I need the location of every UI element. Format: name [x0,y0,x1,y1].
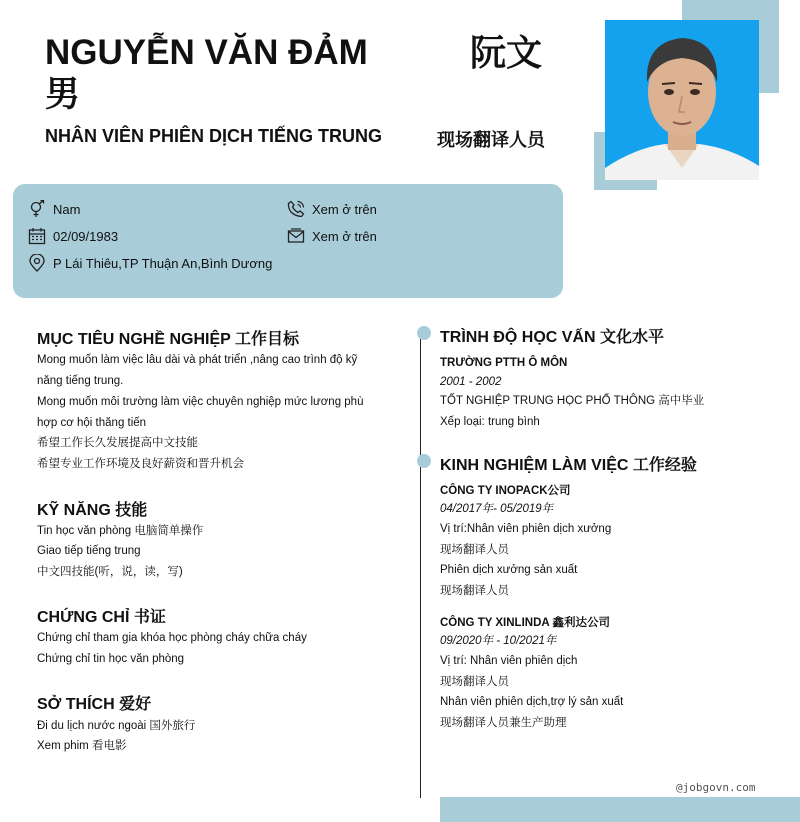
skills-line: Tin học văn phòng 电脑简单操作 [37,525,204,537]
certificates-line: Chứng chỉ tham gia khóa học phòng cháy chữa cháy [37,632,307,644]
gender-value: Nam [53,201,81,217]
career-goal-line: năng tiếng trung. [37,375,124,387]
education-degree: TỐT NGHIỆP TRUNG HỌC PHỔ THÔNG 高中毕业 [440,395,705,407]
calendar-icon [28,227,46,245]
career-goal-line: Mong muốn làm việc lâu dài và phát triển ,nâng cao trình độ kỹ [37,354,358,366]
job-period: 04/2017年- 05/2019年 [440,503,554,515]
phone-value: Xem ở trên [312,201,377,217]
hobbies-line: Đi du lịch nước ngoài 国外旅行 [37,720,196,732]
job-line: 现场翻译人员 [440,585,509,597]
phone-icon [287,200,305,218]
job-line: 现场翻译人员兼生产助理 [440,717,567,729]
job-line: 现场翻译人员 [440,676,509,688]
info-email [287,227,377,245]
education-period: 2001 - 2002 [440,376,502,388]
job-line: 现场翻译人员 [440,544,509,556]
education-school: TRƯỜNG PTTH Ô MÔN [440,357,568,369]
profile-photo [605,20,759,180]
skills-title: KỸ NĂNG 技能 [37,502,148,519]
timeline-dot [417,326,431,340]
info-birthdate [28,227,118,245]
candidate-name-chinese: 阮文 [470,32,543,73]
job-title: NHÂN VIÊN PHIÊN DỊCH TIẾNG TRUNG [45,126,383,146]
certificates-line: Chứng chỉ tin học văn phòng [37,653,185,665]
email-value: Xem ở trên [312,228,377,244]
birthdate-value: 02/09/1983 [53,228,119,244]
watermark-text: @jobgovn.com [676,781,756,794]
job-line: Phiên dịch xưởng sản xuất [440,564,578,576]
candidate-name: NGUYỄN VĂN ĐẢM 男 [45,33,368,114]
email-icon [287,227,305,245]
career-goal-line: 希望工作长久发展提高中文技能 [37,437,198,449]
timeline-line [420,334,421,798]
certificates-title: CHỨNG CHỈ 书证 [37,609,166,626]
timeline-dot [417,454,431,468]
gender-icon [28,200,46,218]
education-title: TRÌNH ĐỘ HỌC VẤN 文化水平 [440,329,665,346]
location-pin-icon [28,254,46,272]
hobbies-title: SỞ THÍCH 爱好 [37,696,152,713]
career-goal-line: Mong muốn môi trường làm việc chuyên nghiệp mức lương phù [37,396,364,408]
portrait-illustration [605,20,759,180]
job-line: Nhân viên phiên dịch,trợ lý sản xuất [440,696,624,708]
decorative-block-bottom [440,797,800,822]
career-goal-title: MỤC TIÊU NGHỀ NGHIỆP 工作目标 [37,331,299,348]
job-company: CÔNG TY XINLINDA 鑫利达公司 [440,617,610,629]
job-line: Vị trí:Nhân viên phiên dịch xưởng [440,523,612,535]
hobbies-line: Xem phim 看电影 [37,740,127,752]
skills-line: 中文四技能(听，说，读，写) [37,566,183,578]
info-phone [287,200,377,218]
personal-info-box [13,184,563,298]
info-gender [28,200,80,218]
address-value: P Lái Thiêu,TP Thuận An,Bình Dương [53,255,273,271]
info-address [28,254,272,272]
job-company: CÔNG TY INOPACK公司 [440,485,571,497]
education-grade: Xếp loại: trung bình [440,416,540,428]
career-goal-line: 希望专业工作环境及良好薪资和晋升机会 [37,458,244,470]
career-goal-line: hợp cơ hội thăng tiến [37,417,147,429]
job-line: Vị trí: Nhân viên phiên dịch [440,655,578,667]
skills-line: Giao tiếp tiếng trung [37,545,141,557]
job-period: 09/2020年 - 10/2021年 [440,635,557,647]
experience-title: KINH NGHIỆM LÀM VIỆC 工作经验 [440,457,697,474]
job-title-chinese: 现场翻译人员 [437,130,545,150]
